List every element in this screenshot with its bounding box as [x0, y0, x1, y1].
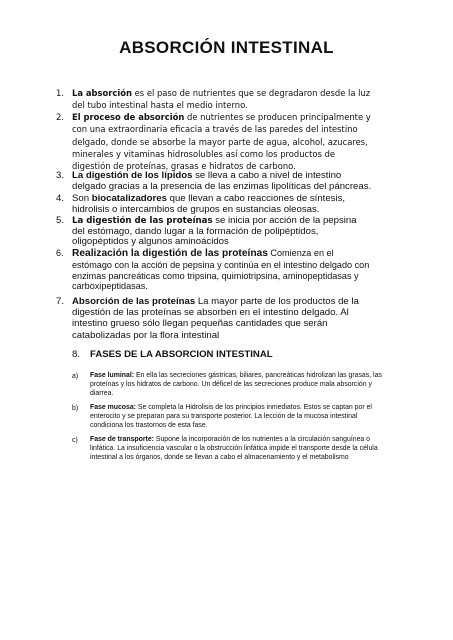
list-item-3 [56, 170, 372, 193]
item-prefix: Son [72, 193, 92, 204]
item-number: 3. [56, 170, 65, 181]
item-text: se inicia por acción de la pepsina del estómago, dando lugar a la formación de polipéptidos, oligopéptidos y algunos aminoácidos [72, 215, 357, 248]
list-item-4 [56, 193, 372, 216]
item-lead: biocatalizadores [91, 193, 167, 204]
item-text: que llevan a cabo reacciones de síntesis, hidrolisis o intercambios de grupos en sustancias oleosas. [72, 193, 346, 216]
list-item-7 [56, 296, 372, 341]
list-item-5 [56, 215, 372, 248]
item-number: 1. [56, 88, 64, 98]
item-text: se lleva a cabo a nivel de intestino delgado gracias a la presencia de las enzimas lipolíticas del páncreas. [72, 170, 372, 193]
item-lead: Realización la digestión de las proteínas [72, 248, 268, 259]
item-number: 5. [56, 215, 65, 226]
item-number: 7. [56, 296, 65, 307]
phase-letter: b) [72, 405, 79, 412]
document-title: ABSORCIÓN INTESTINAL [119, 38, 334, 57]
item-text: Comienza en el estómago con la acción de pepsina y continúa en el intestino delgado con enzimas pancreáticas como tripsina, quimiotripsina, aminopeptidasas y carboxipeptidasas. [72, 248, 370, 292]
item-text: es el paso de nutrientes que se degradaron desde la luz del tubo intestinal hasta el medio interno. [72, 88, 371, 111]
phase-text: Supone la incorporación de los nutrientes a la circulación sanguínea o linfática. La insuficiencia vascular o la obstrucción linfática impide el transporte desde la célula intestinal a los órganos, donde se llevan a cabo el almacenamiento y el metabolismo [90, 436, 378, 461]
item-lead: La digestión de las proteínas [72, 216, 213, 226]
phase-text: Se completa la Hidrolisis de los principios inmediatos. Estos se captan por el enterocito y se preparan para su transporte posterior. La lección de la mucosa intestinal condiciona los trastornos de esta fase. [90, 404, 372, 429]
phase-item-luminal [90, 372, 390, 399]
list-item-2 [56, 111, 372, 172]
section-number: 8. [72, 349, 81, 360]
phase-lead: Fase mucosa: [90, 404, 136, 411]
list-item-1 [56, 87, 372, 112]
phase-letter: a) [72, 373, 79, 380]
item-text: La mayor parte de los productos de la digestión de las proteínas se absorben en el intestino delgado. Al intestino grueso sólo llegan pequeñas cantidades que serán catabolizadas por la flora intestinal [72, 296, 359, 341]
list-item-6 [56, 248, 372, 292]
section-heading: FASES DE LA ABSORCION INTESTINAL [90, 349, 273, 360]
item-number: 6. [56, 248, 64, 258]
phase-lead: Fase de transporte: [90, 436, 154, 443]
phase-letter: c) [72, 437, 78, 444]
item-lead: La digestión de los lípidos [72, 170, 193, 181]
item-lead: El proceso de absorción [72, 112, 185, 122]
item-number: 4. [56, 193, 65, 204]
phase-text: En ella las secreciones gástricas, biliares, pancreáticas hidrolizan las grasas, las proteínas y los hidratos de carbono. Un déficel de las secreciones produce mala absorción y diarrea. [90, 372, 382, 397]
item-lead: Absorción de las proteínas [72, 296, 196, 307]
item-number: 2. [56, 112, 64, 122]
phase-lead: Fase luminal: [90, 372, 135, 379]
phase-item-transporte [90, 436, 390, 463]
phase-item-mucosa [90, 404, 390, 431]
item-lead: La absorción [72, 88, 132, 98]
item-text: de nutrientes se producen principalmente y con una extraordinaria eficacia a través de las paredes del intestino delgado, donde se absorbe la mayor parte de agua, alcohol, azucares, minerales y vitaminas hidrosolubles así como los productos de digestión de proteínas, grasas e hidratos de carbono. [72, 112, 371, 172]
